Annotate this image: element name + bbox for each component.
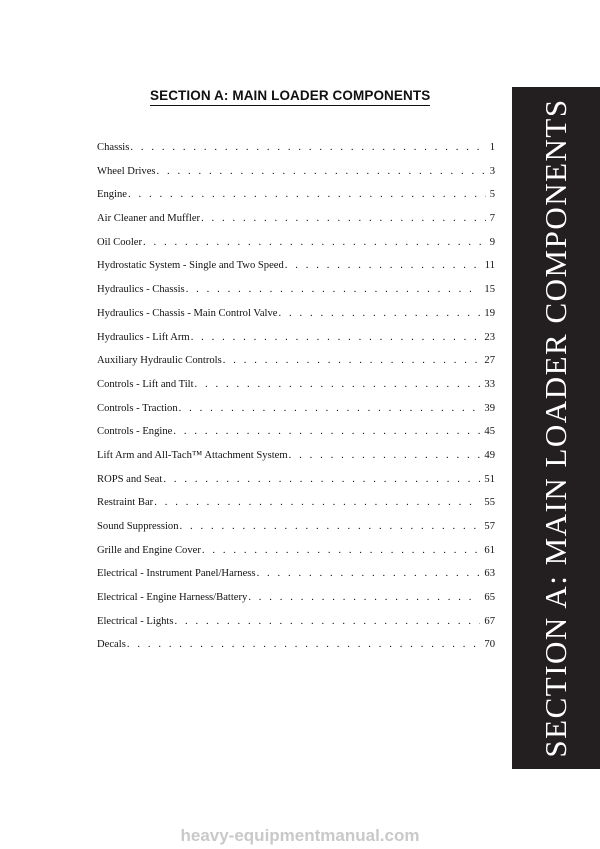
toc-entry-page-number: 39 xyxy=(484,402,495,414)
section-side-tab xyxy=(512,87,600,769)
toc-entry[interactable] xyxy=(97,141,495,165)
toc-entry-label: Electrical - Engine Harness/Battery xyxy=(97,592,248,604)
toc-entry-label: Hydraulics - Chassis xyxy=(97,284,185,296)
toc-entry-label: Air Cleaner and Muffler xyxy=(97,213,201,225)
toc-entry[interactable] xyxy=(97,402,495,426)
toc-dot-leader xyxy=(163,473,480,487)
toc-entry-label: Controls - Engine xyxy=(97,426,173,438)
toc-dot-leader xyxy=(173,425,480,439)
toc-dot-leader xyxy=(130,141,485,155)
toc-entry[interactable] xyxy=(97,283,495,307)
toc-entry[interactable] xyxy=(97,165,495,189)
toc-dot-leader xyxy=(154,496,480,510)
toc-entry[interactable] xyxy=(97,259,495,283)
toc-dot-leader xyxy=(127,638,481,652)
toc-dot-leader xyxy=(223,354,481,368)
toc-dot-leader xyxy=(289,449,481,463)
toc-entry-page-number: 61 xyxy=(484,544,495,556)
toc-entry-page-number: 55 xyxy=(484,497,495,509)
toc-entry-page-number: 51 xyxy=(484,473,495,485)
toc-entry-page-number: 3 xyxy=(489,165,495,177)
toc-entry[interactable] xyxy=(97,354,495,378)
toc-entry[interactable] xyxy=(97,520,495,544)
toc-entry[interactable] xyxy=(97,236,495,260)
toc-entry-label: Decals xyxy=(97,639,126,651)
toc-dot-leader xyxy=(285,259,481,273)
toc-entry-page-number: 49 xyxy=(484,449,495,461)
toc-entry-label: Grille and Engine Cover xyxy=(97,544,201,556)
toc-dot-leader xyxy=(248,591,480,605)
toc-dot-leader xyxy=(201,212,486,226)
table-of-contents xyxy=(97,141,495,662)
toc-entry-label: Controls - Traction xyxy=(97,402,178,414)
toc-entry[interactable] xyxy=(97,378,495,402)
toc-entry[interactable] xyxy=(97,188,495,212)
toc-entry[interactable] xyxy=(97,425,495,449)
toc-dot-leader xyxy=(143,236,486,250)
toc-entry-label: Restraint Bar xyxy=(97,497,154,509)
toc-entry-page-number: 57 xyxy=(484,521,495,532)
toc-entry[interactable] xyxy=(97,544,495,568)
toc-entry-label: Hydrostatic System - Single and Two Speed xyxy=(97,260,284,272)
toc-entry-label: Electrical - Lights xyxy=(97,615,174,627)
toc-entry-page-number: 45 xyxy=(484,426,495,438)
toc-dot-leader xyxy=(174,615,480,629)
toc-dot-leader xyxy=(128,188,486,202)
toc-entry-label: Hydraulics - Chassis - Main Control Valve xyxy=(97,307,278,319)
toc-entry-label: Sound Suppression xyxy=(97,521,179,532)
toc-dot-leader xyxy=(191,331,481,345)
toc-entry[interactable] xyxy=(97,331,495,355)
toc-entry-page-number: 15 xyxy=(484,284,495,296)
toc-entry-label: Auxiliary Hydraulic Controls xyxy=(97,355,222,367)
toc-dot-leader xyxy=(180,520,481,534)
toc-entry-page-number: 5 xyxy=(489,189,495,201)
toc-entry-page-number: 65 xyxy=(484,592,495,604)
toc-dot-leader xyxy=(202,544,481,558)
toc-entry-page-number: 9 xyxy=(489,236,495,248)
toc-entry-page-number: 63 xyxy=(484,568,495,580)
toc-entry-page-number: 11 xyxy=(484,260,495,272)
toc-entry-page-number: 7 xyxy=(489,213,495,225)
toc-entry-page-number: 23 xyxy=(484,331,495,343)
toc-entry[interactable] xyxy=(97,307,495,331)
toc-entry-page-number: 33 xyxy=(484,378,495,390)
toc-entry[interactable] xyxy=(97,638,495,662)
toc-entry[interactable] xyxy=(97,591,495,615)
toc-entry-label: Chassis xyxy=(97,142,130,153)
toc-entry[interactable] xyxy=(97,212,495,236)
toc-entry-page-number: 19 xyxy=(484,307,495,319)
toc-entry-label: Lift Arm and All-Tach™ Attachment System xyxy=(97,449,288,461)
toc-entry-page-number: 1 xyxy=(489,142,495,153)
toc-entry-page-number: 27 xyxy=(484,355,495,367)
side-tab-label: SECTION A: MAIN LOADER COMPONENTS xyxy=(538,98,573,758)
toc-dot-leader xyxy=(186,283,481,297)
page-title: SECTION A: MAIN LOADER COMPONENTS xyxy=(150,88,430,106)
toc-entry[interactable] xyxy=(97,615,495,639)
toc-dot-leader xyxy=(195,378,481,392)
toc-entry-page-number: 70 xyxy=(484,639,495,651)
toc-entry-label: Wheel Drives xyxy=(97,165,156,177)
toc-dot-leader xyxy=(179,402,481,416)
toc-dot-leader xyxy=(157,165,486,179)
footer-watermark: heavy-equipmentmanual.com xyxy=(180,826,420,845)
toc-entry-label: Engine xyxy=(97,189,128,201)
toc-entry-label: Electrical - Instrument Panel/Harness xyxy=(97,568,256,580)
toc-dot-leader xyxy=(278,307,480,321)
toc-entry-label: Controls - Lift and Tilt xyxy=(97,378,194,390)
toc-entry-label: ROPS and Seat xyxy=(97,473,163,485)
toc-entry-label: Oil Cooler xyxy=(97,236,143,248)
toc-entry[interactable] xyxy=(97,473,495,497)
toc-entry[interactable] xyxy=(97,496,495,520)
toc-entry-label: Hydraulics - Lift Arm xyxy=(97,331,190,343)
toc-entry-page-number: 67 xyxy=(484,615,495,627)
toc-entry[interactable] xyxy=(97,449,495,473)
toc-dot-leader xyxy=(257,567,481,581)
toc-entry[interactable] xyxy=(97,567,495,591)
